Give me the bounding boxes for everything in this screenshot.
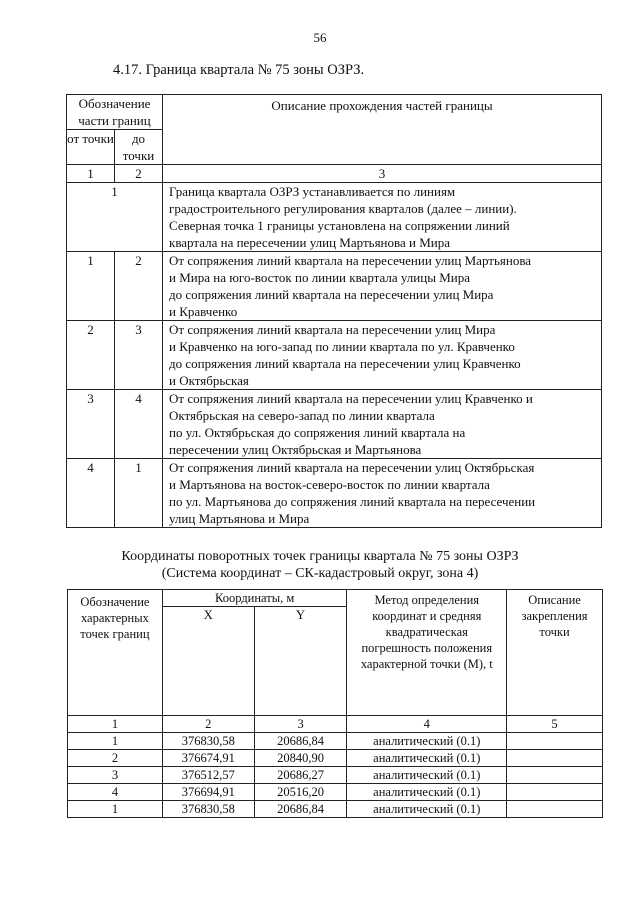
segment-from: 4 — [67, 459, 115, 528]
segment-description — [163, 252, 602, 321]
description-line: От сопряжения линий квартала на пересечении улиц Мира — [169, 322, 496, 337]
point-number: 2 — [68, 750, 163, 767]
y-value: 20686,84 — [254, 801, 347, 818]
point-designation-header: Обозначение характерных точек границ — [68, 590, 163, 716]
description-line: градостроительного регулирования кварталов (далее – линии). — [169, 201, 517, 216]
boundary-segment-row — [67, 390, 602, 459]
fixing-value — [507, 784, 603, 801]
method-value: аналитический (0.1) — [347, 784, 507, 801]
x-value: 376830,58 — [162, 801, 254, 818]
column-number: 2 — [115, 165, 163, 183]
description-line: по ул. Октябрьская до сопряжения линий квартала на — [169, 425, 466, 440]
boundary-segment-row — [67, 252, 602, 321]
description-line: и Кравченко — [169, 304, 238, 319]
designation-header: Обозначение части границ — [67, 95, 163, 130]
x-value: 376694,91 — [162, 784, 254, 801]
description-line: От сопряжения линий квартала на пересечении улиц Мартьянова — [169, 253, 532, 268]
y-value: 20516,20 — [254, 784, 347, 801]
description-line: до сопряжения линий квартала на пересечении улиц Мира — [169, 287, 494, 302]
boundary-segment-row — [67, 459, 602, 528]
column-number: 1 — [67, 165, 115, 183]
segment-to: 4 — [115, 390, 163, 459]
fixing-value — [507, 767, 603, 784]
coords-row — [68, 767, 603, 784]
description-header: Описание прохождения частей границы — [163, 95, 602, 165]
description-line: Октябрьская на северо-запад по линии квартала — [169, 408, 435, 423]
segment-description — [163, 321, 602, 390]
segment-from: 3 — [67, 390, 115, 459]
segment-description — [163, 390, 602, 459]
fixing-value — [507, 733, 603, 750]
boundary-header-row — [67, 95, 602, 130]
x-value: 376830,58 — [162, 733, 254, 750]
coordinates-table — [67, 589, 603, 818]
x-value: 376674,91 — [162, 750, 254, 767]
column-number: 4 — [347, 716, 507, 733]
column-number: 1 — [68, 716, 163, 733]
coords-row — [68, 733, 603, 750]
coords-row — [68, 784, 603, 801]
segment-description — [163, 459, 602, 528]
description-line: и Октябрьская — [169, 373, 249, 388]
y-value: 20686,27 — [254, 767, 347, 784]
coordinates-title: Координаты поворотных точек границы квартала № 75 зоны ОЗРЗ — [121, 549, 519, 564]
description-line: квартала на пересечении улиц Мартьянова и Мира — [169, 235, 450, 250]
point-number: 3 — [68, 767, 163, 784]
method-header: Метод определения координат и средняя квадратическая погрешность положения характерной точки (М), t — [347, 590, 507, 716]
segment-from: 1 — [67, 252, 115, 321]
y-header: Y — [254, 607, 347, 716]
boundary-table — [66, 94, 602, 528]
to-header: до точки — [115, 130, 163, 165]
description-line: пересечении улиц Октябрьская и Мартьянова — [169, 442, 422, 457]
column-number: 3 — [163, 165, 602, 183]
boundary-number-row — [67, 165, 602, 183]
point-number: 1 — [68, 801, 163, 818]
boundary-intro-row — [67, 183, 602, 252]
description-line: Северная точка 1 границы установлена на сопряжении линий — [169, 218, 510, 233]
coords-header-row — [68, 590, 603, 607]
x-value: 376512,57 — [162, 767, 254, 784]
coords-number-row — [68, 716, 603, 733]
fixing-value — [507, 801, 603, 818]
segment-to: 2 — [115, 252, 163, 321]
column-number: 3 — [254, 716, 347, 733]
coords-row — [68, 750, 603, 767]
boundary-segment-row — [67, 321, 602, 390]
point-number: 1 — [68, 733, 163, 750]
method-value: аналитический (0.1) — [347, 733, 507, 750]
method-value: аналитический (0.1) — [347, 750, 507, 767]
description-line: до сопряжения линий квартала на пересечении улиц Кравченко — [169, 356, 521, 371]
description-line: по ул. Мартьянова до сопряжения линий квартала на пересечении — [169, 494, 536, 509]
description-line: улиц Мартьянова и Мира — [169, 511, 310, 526]
coordinates-subtitle: (Система координат – СК-кадастровый округ, зона 4) — [161, 566, 479, 581]
segment-to: 1 — [115, 459, 163, 528]
method-value: аналитический (0.1) — [347, 801, 507, 818]
intro-description — [163, 183, 602, 252]
column-number: 2 — [162, 716, 254, 733]
column-number: 5 — [507, 716, 603, 733]
description-line: От сопряжения линий квартала на пересечении улиц Кравченко и — [169, 391, 533, 406]
from-header: от точки — [67, 130, 115, 165]
page-number: 56 — [313, 30, 327, 45]
description-line: и Мира на юго-восток по линии квартала улицы Мира — [169, 270, 470, 285]
description-line: и Мартьянова на восток-северо-восток по линии квартала — [169, 477, 490, 492]
fixing-header: Описание закрепления точки — [507, 590, 603, 716]
y-value: 20840,90 — [254, 750, 347, 767]
fixing-value — [507, 750, 603, 767]
intro-point: 1 — [67, 183, 163, 252]
coords-row — [68, 801, 603, 818]
segment-to: 3 — [115, 321, 163, 390]
coordinates-header: Координаты, м — [162, 590, 347, 607]
method-value: аналитический (0.1) — [347, 767, 507, 784]
x-header: X — [162, 607, 254, 716]
section-title: 4.17. Граница квартала № 75 зоны ОЗРЗ. — [113, 62, 365, 78]
segment-from: 2 — [67, 321, 115, 390]
point-number: 4 — [68, 784, 163, 801]
description-line: От сопряжения линий квартала на пересечении улиц Октябрьская — [169, 460, 535, 475]
y-value: 20686,84 — [254, 733, 347, 750]
description-line: Граница квартала ОЗРЗ устанавливается по линиям — [169, 184, 456, 199]
description-line: и Кравченко на юго-запад по линии квартала по ул. Кравченко — [169, 339, 515, 354]
